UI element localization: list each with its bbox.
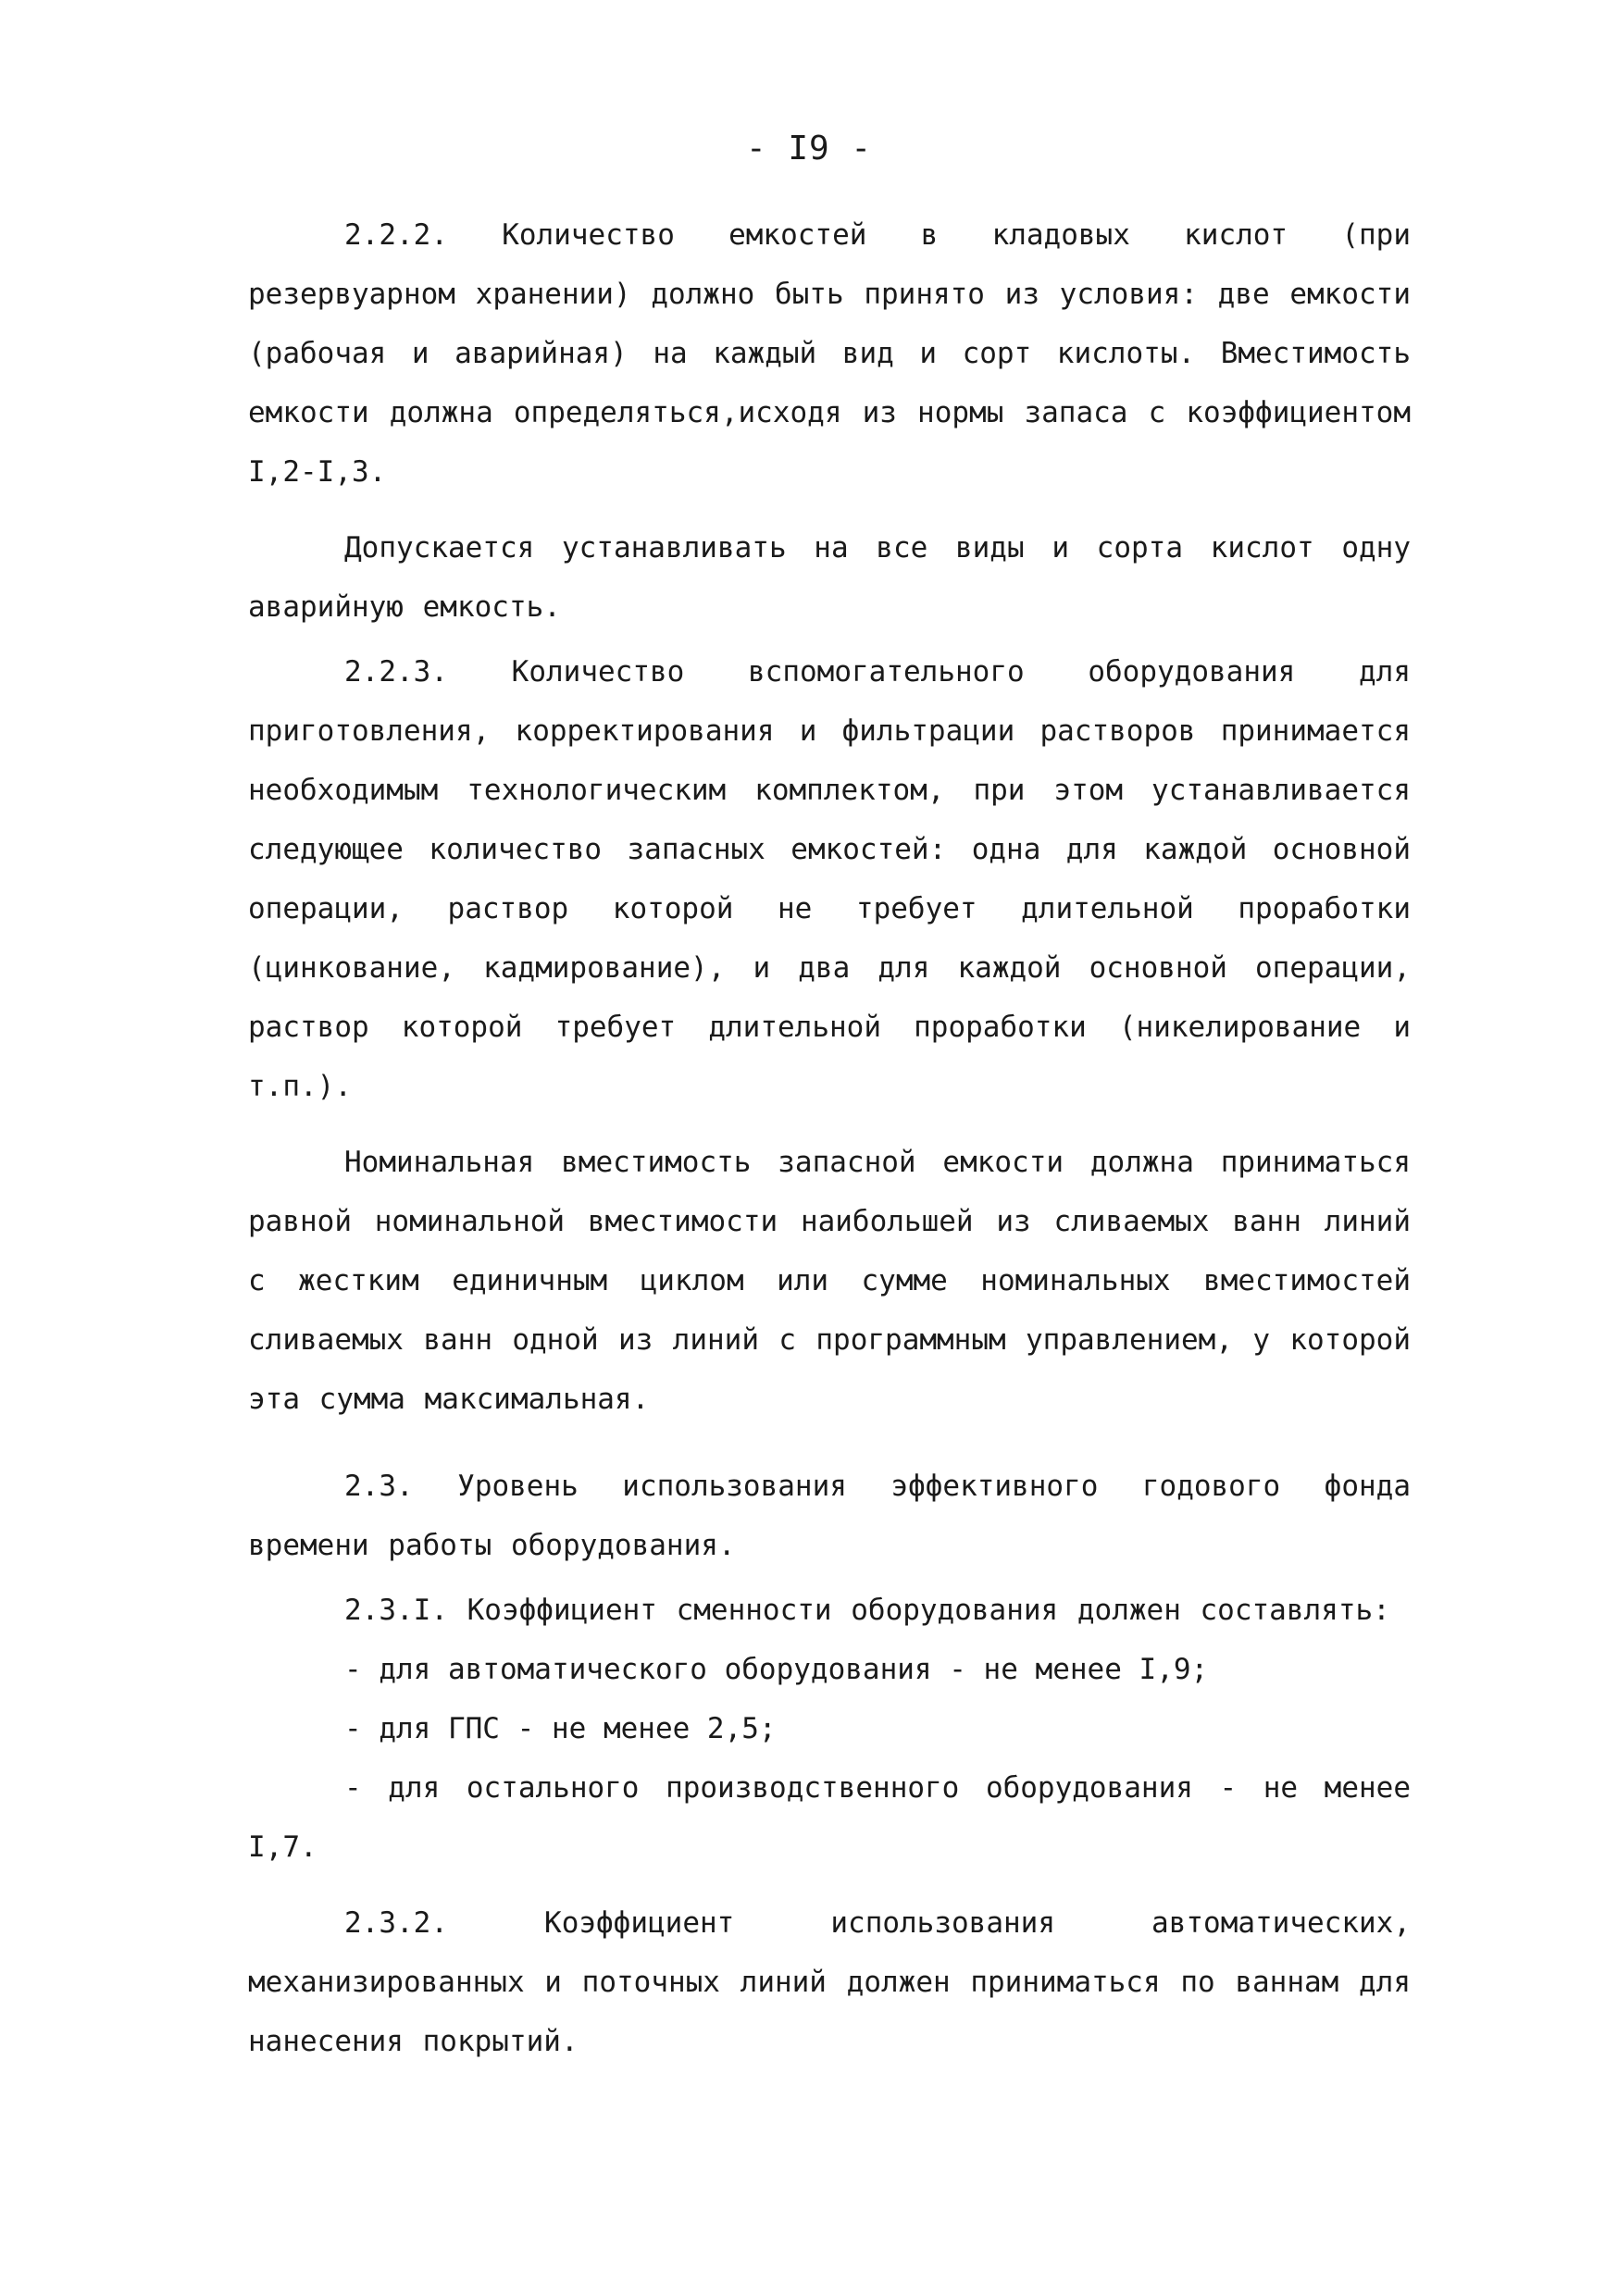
paragraph-nominal-capacity: Номинальная вместимость запасной емкости должна приниматься равной номинальной вместимости наибольшей из сливаемых ванн линий с жестким единичным циклом или сумме номинальных вместимостей сливаемых ванн одной из линий с программным управлением, у которой эта сумма максимальная. <box>248 1146 1411 1416</box>
document-body <box>248 205 1411 2071</box>
paragraph-2-3: 2.3. Уровень использования эффективного годового фонда времени работы оборудования. <box>248 1470 1411 1562</box>
paragraph-2-3-1: 2.3.I. Коэффициент сменности оборудования должен составлять: <box>344 1594 1390 1627</box>
list-item-automatic-equipment: - для автоматического оборудования - не менее I,9; <box>344 1653 1209 1686</box>
list-item-other-equipment: - для остального производственного оборудования - не менее I,7. <box>248 1771 1411 1864</box>
paragraph-2-2-3: 2.2.3. Количество вспомогательного оборудования для приготовления, корректирования и фильтрации растворов принимается необходимым технологическим комплектом, при этом устанавливается следующее количество запасных емкостей: одна для каждой основной операции, раствор которой не требует длительной проработки (цинкование, кадмирование), и два для каждой основной операции, раствор которой требует длительной проработки (никелирование и т.п.). <box>248 655 1411 1103</box>
page-number: - I9 - <box>745 130 873 168</box>
paragraph-emergency-tank: Допускается устанавливать на все виды и сорта кислот одну аварийную емкость. <box>248 531 1411 624</box>
paragraph-2-2-2: 2.2.2. Количество емкостей в кладовых кислот (при резервуарном хранении) должно быть принято из условия: две емкости (рабочая и аварийная) на каждый вид и сорт кислоты. Вместимость емкости должна определяться,исходя из нормы запаса с коэффициентом I,2-I,3. <box>248 218 1411 489</box>
list-item-gps: - для ГПС - не менее 2,5; <box>344 1712 777 1745</box>
paragraph-2-3-2: 2.3.2. Коэффициент использования автоматических, механизированных и поточных линий должен приниматься по ваннам для нанесения покрытий. <box>248 1906 1411 2058</box>
